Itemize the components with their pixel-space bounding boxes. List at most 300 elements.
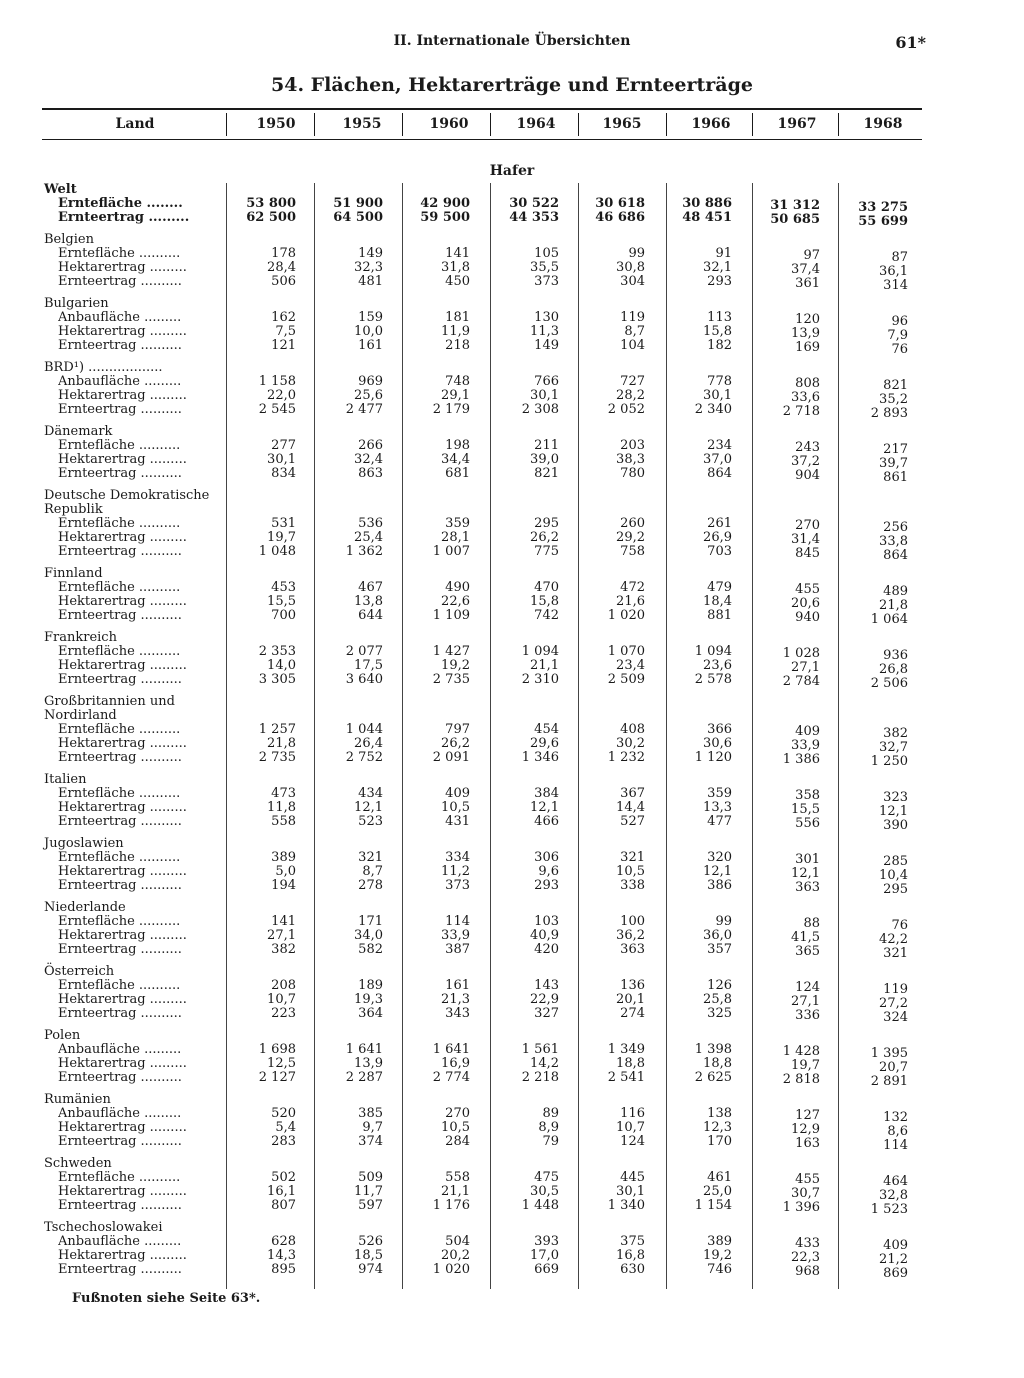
header-bottom-rule: [42, 139, 922, 140]
table-cell: 28,2: [616, 388, 645, 403]
table-cell: 14,0: [267, 658, 296, 673]
table-cell: 386: [707, 878, 732, 893]
table-cell: 13,9: [354, 1056, 383, 1071]
column-header-year: 1950: [256, 116, 296, 132]
table-cell: 136: [620, 978, 645, 993]
table-cell: 293: [707, 274, 732, 289]
table-cell: 97: [803, 248, 820, 263]
table-cell: 1 007: [432, 544, 470, 559]
table-cell: 27,1: [267, 928, 296, 943]
country-name: Welt: [44, 182, 77, 197]
table-cell: 382: [883, 726, 908, 741]
table-cell: 470: [534, 580, 559, 595]
header-column-divider: [838, 113, 839, 136]
table-cell: 314: [883, 278, 908, 293]
table-cell: 76: [891, 342, 908, 357]
row-label: Erntefläche ..........: [58, 723, 181, 737]
table-cell: 10,5: [441, 800, 470, 815]
column-header-year: 1955: [342, 116, 382, 132]
table-cell: 32,8: [879, 1188, 908, 1203]
table-cell: 285: [883, 854, 908, 869]
table-cell: 523: [358, 814, 383, 829]
table-row: [0, 992, 1024, 1011]
table-cell: 138: [707, 1106, 732, 1121]
table-cell: 393: [534, 1234, 559, 1249]
table-cell: 15,8: [530, 594, 559, 609]
row-label: Erntefläche ........: [58, 197, 183, 211]
table-cell: 5,4: [275, 1120, 296, 1135]
table-cell: 40,9: [530, 928, 559, 943]
table-cell: 382: [271, 942, 296, 957]
table-cell: 2 340: [694, 402, 732, 417]
table-cell: 477: [707, 814, 732, 829]
row-label: Ernteertrag ..........: [58, 1007, 182, 1021]
table-cell: 361: [795, 276, 820, 291]
table-cell: 502: [271, 1170, 296, 1185]
table-cell: 22,9: [530, 992, 559, 1007]
table-cell: 36,0: [703, 928, 732, 943]
table-cell: 1 064: [870, 612, 908, 627]
table-cell: 325: [707, 1006, 732, 1021]
table-cell: 1 396: [782, 1200, 820, 1215]
table-cell: 10,0: [354, 324, 383, 339]
table-cell: 31 312: [770, 198, 820, 213]
table-cell: 455: [795, 1172, 820, 1187]
country-name: Großbritannien und: [44, 694, 175, 709]
section-title: II. Internationale Übersichten: [393, 33, 631, 49]
table-cell: 28,1: [441, 530, 470, 545]
table-cell: 1 028: [782, 646, 820, 661]
table-cell: 479: [707, 580, 732, 595]
country-name: Bulgarien: [44, 296, 109, 311]
table-cell: 181: [445, 310, 470, 325]
table-cell: 12,1: [530, 800, 559, 815]
table-cell: 1 346: [521, 750, 559, 765]
table-row: [0, 864, 1024, 883]
table-cell: 464: [883, 1174, 908, 1189]
table-cell: 30,1: [703, 388, 732, 403]
table-cell: 30,1: [616, 1184, 645, 1199]
table-cell: 194: [271, 878, 296, 893]
table-cell: 33,6: [791, 390, 820, 405]
table-cell: 42,2: [879, 932, 908, 947]
table-cell: 324: [883, 1010, 908, 1025]
table-cell: 126: [707, 978, 732, 993]
table-cell: 766: [534, 374, 559, 389]
table-cell: 21,1: [441, 1184, 470, 1199]
table-cell: 18,8: [616, 1056, 645, 1071]
table-cell: 30,1: [267, 452, 296, 467]
table-cell: 21,1: [530, 658, 559, 673]
table-cell: 864: [707, 466, 732, 481]
table-cell: 295: [883, 882, 908, 897]
running-head: [0, 33, 1024, 53]
table-cell: 99: [715, 914, 732, 929]
table-cell: 124: [795, 980, 820, 995]
table-cell: 359: [707, 786, 732, 801]
table-cell: 536: [358, 516, 383, 531]
table-cell: 30 886: [682, 196, 732, 211]
table-cell: 277: [271, 438, 296, 453]
table-row: [0, 196, 1024, 215]
table-cell: 20,2: [441, 1248, 470, 1263]
table-cell: 15,8: [703, 324, 732, 339]
table-cell: 306: [534, 850, 559, 865]
table-cell: 11,8: [267, 800, 296, 815]
table-cell: 1 641: [345, 1042, 383, 1057]
row-label: Hektarertrag .........: [58, 453, 187, 467]
table-cell: 597: [358, 1198, 383, 1213]
table-cell: 7,9: [887, 328, 908, 343]
table-cell: 974: [358, 1262, 383, 1277]
table-cell: 36,1: [879, 264, 908, 279]
table-row: [0, 1234, 1024, 1253]
row-label: Erntefläche ..........: [58, 851, 181, 865]
table-cell: 1 044: [345, 722, 383, 737]
table-cell: 466: [534, 814, 559, 829]
table-cell: 203: [620, 438, 645, 453]
table-cell: 18,8: [703, 1056, 732, 1071]
table-cell: 2 310: [521, 672, 559, 687]
table-cell: 374: [358, 1134, 383, 1149]
row-label: Erntefläche ..........: [58, 1171, 181, 1185]
table-cell: 223: [271, 1006, 296, 1021]
country-name: Jugoslawien: [44, 836, 124, 851]
table-cell: 29,6: [530, 736, 559, 751]
table-row: [0, 246, 1024, 265]
table-cell: 834: [271, 466, 296, 481]
table-cell: 1 094: [694, 644, 732, 659]
country-name: Tschechoslowakei: [44, 1220, 163, 1235]
row-label: Ernteertrag ..........: [58, 403, 182, 417]
table-cell: 780: [620, 466, 645, 481]
table-cell: 2 545: [258, 402, 296, 417]
table-cell: 91: [715, 246, 732, 261]
table-cell: 33,8: [879, 534, 908, 549]
table-row: [0, 850, 1024, 869]
table-cell: 12,1: [879, 804, 908, 819]
table-row: [0, 274, 1024, 293]
table-cell: 10,7: [267, 992, 296, 1007]
table-cell: 27,1: [791, 660, 820, 675]
table-cell: 366: [707, 722, 732, 737]
table-cell: 14,3: [267, 1248, 296, 1263]
table-row: [0, 1262, 1024, 1281]
table-cell: 189: [358, 978, 383, 993]
table-cell: 10,5: [441, 1120, 470, 1135]
table-cell: 13,3: [703, 800, 732, 815]
table-cell: 25,8: [703, 992, 732, 1007]
table-cell: 26,2: [530, 530, 559, 545]
table-cell: 304: [620, 274, 645, 289]
table-cell: 26,9: [703, 530, 732, 545]
table-cell: 41,5: [791, 930, 820, 945]
table-cell: 450: [445, 274, 470, 289]
table-cell: 35,5: [530, 260, 559, 275]
country-name: Schweden: [44, 1156, 112, 1171]
table-cell: 556: [795, 816, 820, 831]
table-cell: 22,6: [441, 594, 470, 609]
table-cell: 8,9: [538, 1120, 559, 1135]
table-cell: 630: [620, 1262, 645, 1277]
table-cell: 13,8: [354, 594, 383, 609]
table-cell: 1 448: [521, 1198, 559, 1213]
table-cell: 12,1: [703, 864, 732, 879]
table-cell: 775: [534, 544, 559, 559]
table-cell: 30,7: [791, 1186, 820, 1201]
table-cell: 39,7: [879, 456, 908, 471]
row-label: Anbaufläche .........: [58, 1235, 182, 1249]
table-cell: 895: [271, 1262, 296, 1277]
table-cell: 1 523: [870, 1202, 908, 1217]
row-label: Hektarertrag .........: [58, 595, 187, 609]
table-row: [0, 1120, 1024, 1139]
country-name: Republik: [44, 502, 103, 517]
table-cell: 19,2: [441, 658, 470, 673]
table-cell: 2 477: [345, 402, 383, 417]
table-cell: 19,7: [267, 530, 296, 545]
country-name: Finnland: [44, 566, 103, 581]
country-name: BRD¹) ..................: [44, 360, 163, 375]
table-cell: 31,4: [791, 532, 820, 547]
row-label: Hektarertrag .........: [58, 1185, 187, 1199]
table-cell: 520: [271, 1106, 296, 1121]
table-cell: 323: [883, 790, 908, 805]
table-cell: 27,1: [791, 994, 820, 1009]
table-cell: 969: [358, 374, 383, 389]
table-row: [0, 658, 1024, 677]
row-label: Ernteertrag ..........: [58, 751, 182, 765]
table-cell: 2 578: [694, 672, 732, 687]
table-cell: 2 774: [432, 1070, 470, 1085]
table-cell: 14,2: [530, 1056, 559, 1071]
table-cell: 700: [271, 608, 296, 623]
table-cell: 506: [271, 274, 296, 289]
row-label: Ernteertrag ..........: [58, 467, 182, 481]
table-cell: 1 048: [258, 544, 296, 559]
row-label: Hektarertrag .........: [58, 865, 187, 879]
table-cell: 327: [534, 1006, 559, 1021]
table-cell: 869: [883, 1266, 908, 1281]
table-cell: 2 893: [870, 406, 908, 421]
table-cell: 2 052: [607, 402, 645, 417]
page-number: 61*: [895, 33, 926, 52]
row-label: Ernteertrag ..........: [58, 609, 182, 623]
table-cell: 509: [358, 1170, 383, 1185]
table-cell: 644: [358, 608, 383, 623]
table-cell: 863: [358, 466, 383, 481]
table-cell: 20,6: [791, 596, 820, 611]
table-cell: 30 522: [509, 196, 559, 211]
table-cell: 467: [358, 580, 383, 595]
table-cell: 669: [534, 1262, 559, 1277]
table-cell: 1 395: [870, 1046, 908, 1061]
row-label: Ernteertrag .........: [58, 211, 190, 225]
table-cell: 472: [620, 580, 645, 595]
header-column-divider: [752, 113, 753, 136]
table-row: [0, 260, 1024, 279]
row-label: Anbaufläche .........: [58, 375, 182, 389]
table-cell: 105: [534, 246, 559, 261]
table-cell: 390: [883, 818, 908, 833]
row-label: Ernteertrag ..........: [58, 545, 182, 559]
table-row: [0, 1070, 1024, 1089]
table-cell: 26,8: [879, 662, 908, 677]
table-cell: 1 698: [258, 1042, 296, 1057]
table-cell: 703: [707, 544, 732, 559]
table-cell: 25,6: [354, 388, 383, 403]
table-cell: 8,7: [362, 864, 383, 879]
table-cell: 162: [271, 310, 296, 325]
table-cell: 100: [620, 914, 645, 929]
table-cell: 27,2: [879, 996, 908, 1011]
table-cell: 17,5: [354, 658, 383, 673]
table-cell: 301: [795, 852, 820, 867]
table-row: [0, 750, 1024, 769]
table-cell: 389: [271, 850, 296, 865]
table-row: [0, 516, 1024, 535]
table-cell: 12,1: [791, 866, 820, 881]
table-cell: 11,3: [530, 324, 559, 339]
table-cell: 12,1: [354, 800, 383, 815]
table-cell: 936: [883, 648, 908, 663]
table-cell: 18,5: [354, 1248, 383, 1263]
table-cell: 10,7: [616, 1120, 645, 1135]
table-cell: 283: [271, 1134, 296, 1149]
table-cell: 26,4: [354, 736, 383, 751]
table-cell: 88: [803, 916, 820, 931]
table-row: [0, 722, 1024, 741]
table-row: [0, 580, 1024, 599]
table-cell: 182: [707, 338, 732, 353]
table-cell: 141: [271, 914, 296, 929]
table-cell: 2 625: [694, 1070, 732, 1085]
table-cell: 475: [534, 1170, 559, 1185]
table-cell: 8,6: [887, 1124, 908, 1139]
table-cell: 295: [534, 516, 559, 531]
table-cell: 278: [358, 878, 383, 893]
table-cell: 864: [883, 548, 908, 563]
table-cell: 37,4: [791, 262, 820, 277]
table-row: [0, 338, 1024, 357]
table-cell: 881: [707, 608, 732, 623]
table-cell: 149: [358, 246, 383, 261]
row-label: Hektarertrag .........: [58, 801, 187, 815]
table-cell: 17,0: [530, 1248, 559, 1263]
commodity-heading: Hafer: [489, 163, 535, 179]
table-cell: 2 091: [432, 750, 470, 765]
table-cell: 473: [271, 786, 296, 801]
table-cell: 727: [620, 374, 645, 389]
table-cell: 940: [795, 610, 820, 625]
table-cell: 1 428: [782, 1044, 820, 1059]
table-cell: 1 641: [432, 1042, 470, 1057]
table-cell: 104: [620, 338, 645, 353]
table-cell: 218: [445, 338, 470, 353]
country-name: Italien: [44, 772, 87, 787]
column-header-year: 1960: [429, 116, 469, 132]
table-cell: 30,5: [530, 1184, 559, 1199]
column-header-year: 1964: [516, 116, 556, 132]
table-row: [0, 1006, 1024, 1025]
table-cell: 2 353: [258, 644, 296, 659]
table-row: [0, 438, 1024, 457]
table-cell: 53 800: [246, 196, 296, 211]
table-cell: 64 500: [333, 210, 383, 225]
column-header-year: 1968: [863, 116, 903, 132]
table-cell: 42 900: [420, 196, 470, 211]
table-cell: 2 287: [345, 1070, 383, 1085]
table-cell: 33 275: [858, 200, 908, 215]
table-cell: 169: [795, 340, 820, 355]
table-cell: 25,4: [354, 530, 383, 545]
table-cell: 3 305: [258, 672, 296, 687]
table-cell: 531: [271, 516, 296, 531]
table-cell: 375: [620, 1234, 645, 1249]
table-cell: 59 500: [420, 210, 470, 225]
table-cell: 527: [620, 814, 645, 829]
country-name: Dänemark: [44, 424, 113, 439]
table-cell: 904: [795, 468, 820, 483]
table-cell: 8,7: [624, 324, 645, 339]
table-row: [0, 914, 1024, 933]
table-cell: 12,3: [703, 1120, 732, 1135]
table-cell: 30 618: [595, 196, 645, 211]
table-cell: 746: [707, 1262, 732, 1277]
table-cell: 19,3: [354, 992, 383, 1007]
table-cell: 409: [795, 724, 820, 739]
row-label: Anbaufläche .........: [58, 1043, 182, 1057]
table-cell: 26,2: [441, 736, 470, 751]
table-row: [0, 1106, 1024, 1125]
table-cell: 1 386: [782, 752, 820, 767]
row-label: Hektarertrag .........: [58, 325, 187, 339]
row-label: Ernteertrag ..........: [58, 815, 182, 829]
table-cell: 37,2: [791, 454, 820, 469]
table-cell: 21,2: [879, 1252, 908, 1267]
table-cell: 25,0: [703, 1184, 732, 1199]
row-label: Ernteertrag ..........: [58, 1199, 182, 1213]
country-name: Deutsche Demokratische: [44, 488, 210, 503]
row-label: Erntefläche ..........: [58, 979, 181, 993]
table-cell: 35,2: [879, 392, 908, 407]
table-cell: 76: [891, 918, 908, 933]
table-cell: 20,7: [879, 1060, 908, 1075]
row-label: Erntefläche ..........: [58, 787, 181, 801]
table-cell: 261: [707, 516, 732, 531]
table-cell: 808: [795, 376, 820, 391]
country-name: Polen: [44, 1028, 81, 1043]
table-cell: 1 362: [345, 544, 383, 559]
table-cell: 2 752: [345, 750, 383, 765]
table-row: [0, 388, 1024, 407]
table-cell: 797: [445, 722, 470, 737]
table-row: [0, 786, 1024, 805]
table-row: [0, 736, 1024, 755]
table-cell: 243: [795, 440, 820, 455]
table-cell: 357: [707, 942, 732, 957]
table-cell: 2 506: [870, 676, 908, 691]
table-cell: 30,8: [616, 260, 645, 275]
header-column-divider: [666, 113, 667, 136]
table-cell: 1 349: [607, 1042, 645, 1057]
table-cell: 338: [620, 878, 645, 893]
table-row: [0, 374, 1024, 393]
table-cell: 7,5: [275, 324, 296, 339]
country-name: Belgien: [44, 232, 94, 247]
table-row: [0, 1042, 1024, 1061]
table-cell: 20,1: [616, 992, 645, 1007]
